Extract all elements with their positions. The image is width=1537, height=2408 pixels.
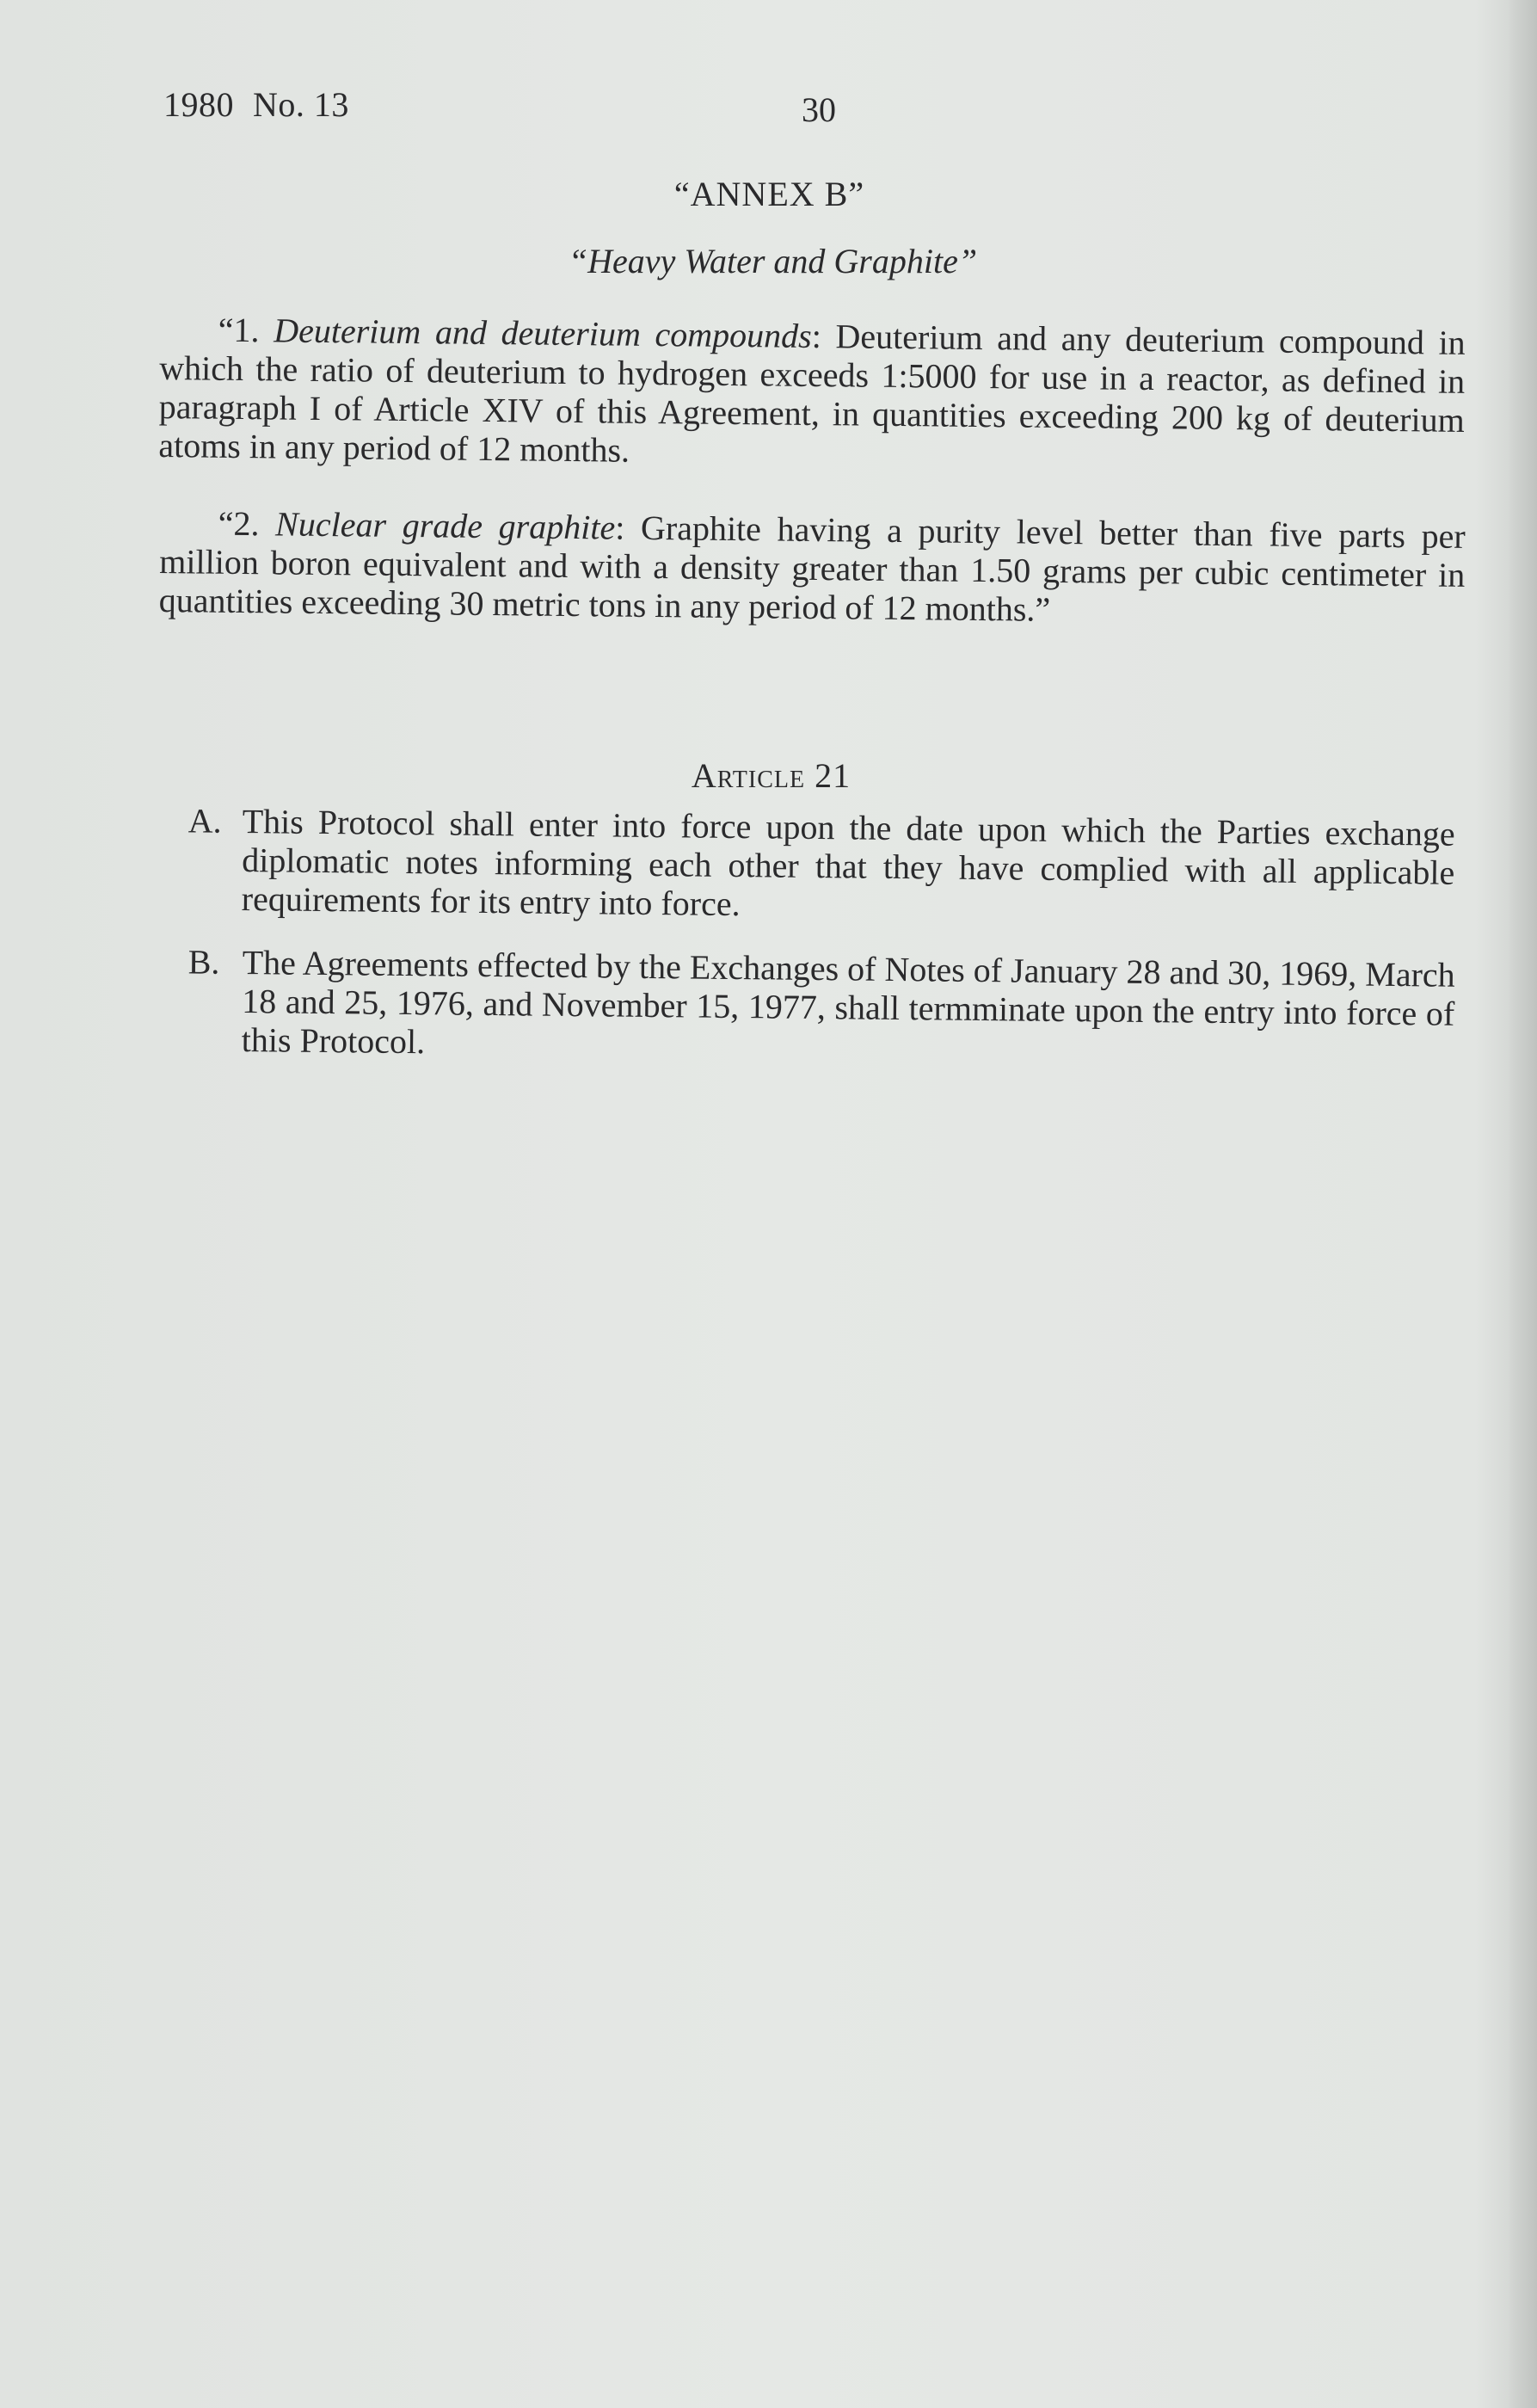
paragraph-text: : Graphite having a purity level better than five parts per million boron equivalent and with a density greater than 1.50 grams per cubic centimeter in quantities exceeding 30 metric tons in any period of 12 months.”: [158, 508, 1466, 629]
paragraph-number: “2.: [218, 503, 260, 544]
paragraph-term: Deuterium and deuterium compounds: [273, 311, 812, 355]
running-head: [163, 84, 349, 125]
page-edge-shadow: [1508, 0, 1537, 2408]
paragraph-deuterium: [158, 310, 1466, 478]
clause-letter: A.: [188, 801, 222, 841]
paragraph-number: “1.: [218, 310, 260, 350]
paragraph-graphite: [159, 503, 1466, 633]
clause-text: This Protocol shall enter into force upon the date upon which the Parties exchange diplomatic notes informing each other that they have complied with all applicable requirements for its entry into force.: [241, 802, 1455, 924]
paragraph-text: : Deuterium and any deuterium compound in which the ratio of deuterium to hydrogen exceeds 1:5000 for use in a reactor, as defined in paragraph I of Article XIV of this Agreement, in quantities exceeding 200 kg of deuterium atoms in any period of 12 months.: [158, 316, 1466, 470]
header-year: 1980: [163, 85, 234, 124]
page-number: 30: [802, 90, 836, 129]
annex-subtitle: “Heavy Water and Graphite”: [568, 242, 978, 280]
header-act-number: No. 13: [253, 85, 349, 124]
clause-text: The Agreements effected by the Exchanges of Notes of January 28 and 30, 1969, March 18 and 25, 1976, and November 15, 1977, shall termminate upon the entry into force of this Protocol.: [241, 943, 1455, 1062]
clause-a: [188, 801, 1455, 931]
article-heading-text: Article 21: [691, 756, 851, 795]
article-heading: [0, 755, 1537, 796]
clause-b: [188, 942, 1455, 1072]
paragraph-term: Nuclear grade graphite: [274, 504, 616, 547]
annex-title: “ANNEX B”: [673, 175, 865, 213]
clause-letter: B.: [188, 942, 220, 982]
